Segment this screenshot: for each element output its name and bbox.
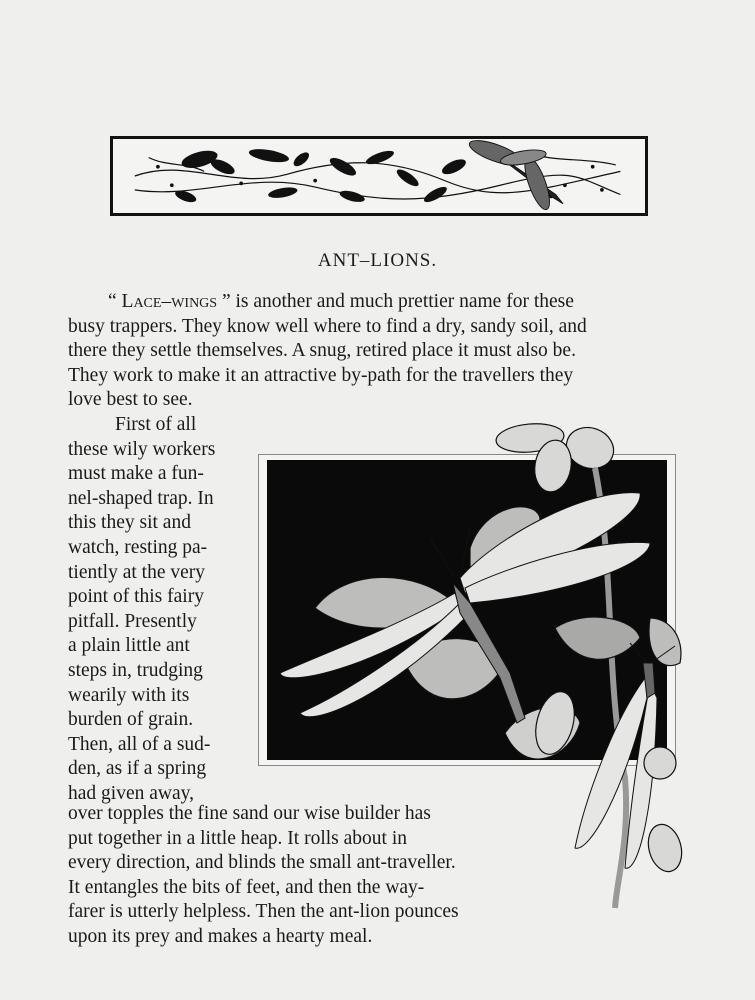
text-line: had given away,: [68, 782, 194, 804]
text-line: burden of grain.: [68, 709, 194, 731]
lacewing-leaves-illustration-icon: [255, 418, 695, 918]
text-line: put together in a little heap. It rolls about in: [68, 827, 408, 849]
paragraph-1-first-line: “ Lace–wings ” is another and much prettier name for these: [108, 291, 574, 312]
text-line: these wily workers: [68, 438, 216, 460]
text-line: It entangles the bits of feet, and then the way-: [68, 876, 425, 898]
text-line: watch, resting pa-: [68, 536, 208, 558]
text-line: a plain little ant: [68, 635, 190, 657]
text-line: nel-shaped trap. In: [68, 487, 214, 509]
text-line: must make a fun-: [68, 463, 204, 485]
text-line: den, as if a spring: [68, 758, 207, 780]
text-line: busy trappers. They know well where to find a dry, sandy soil, and: [68, 315, 587, 337]
text-line: there they settle themselves. A snug, retired place it must also be.: [68, 340, 576, 362]
text-line: First of all: [115, 414, 197, 435]
lacewing-illustration: [255, 418, 695, 918]
text-line: tiently at the very: [68, 561, 205, 583]
paragraph-2-column: [68, 413, 248, 807]
chapter-title: ANT–LIONS.: [317, 250, 438, 271]
text-line: pitfall. Presently: [68, 610, 197, 632]
text-line: love best to see.: [68, 389, 193, 411]
text-line: upon its prey and makes a hearty meal.: [68, 925, 373, 947]
text-line: steps in, trudging: [68, 659, 203, 681]
text-line: this they sit and: [68, 512, 191, 534]
text-line: Then, all of a sud-: [68, 733, 211, 755]
text-line: farer is utterly helpless. Then the ant-lion pounces: [68, 901, 459, 923]
dragonfly-vine-ornament-icon: [113, 139, 645, 213]
text-line: over topples the fine sand our wise builder has: [68, 803, 431, 824]
header-ornament: [110, 136, 648, 216]
lace-wings-smallcaps: Lace–wings: [121, 291, 218, 312]
text-line: point of this fairy: [68, 586, 204, 608]
text-line: every direction, and blinds the small ant-traveller.: [68, 852, 456, 874]
text-line: wearily with its: [68, 684, 190, 706]
text-line: They work to make it an attractive by-path for the travellers they: [68, 364, 574, 386]
paragraph-1: [68, 290, 700, 413]
